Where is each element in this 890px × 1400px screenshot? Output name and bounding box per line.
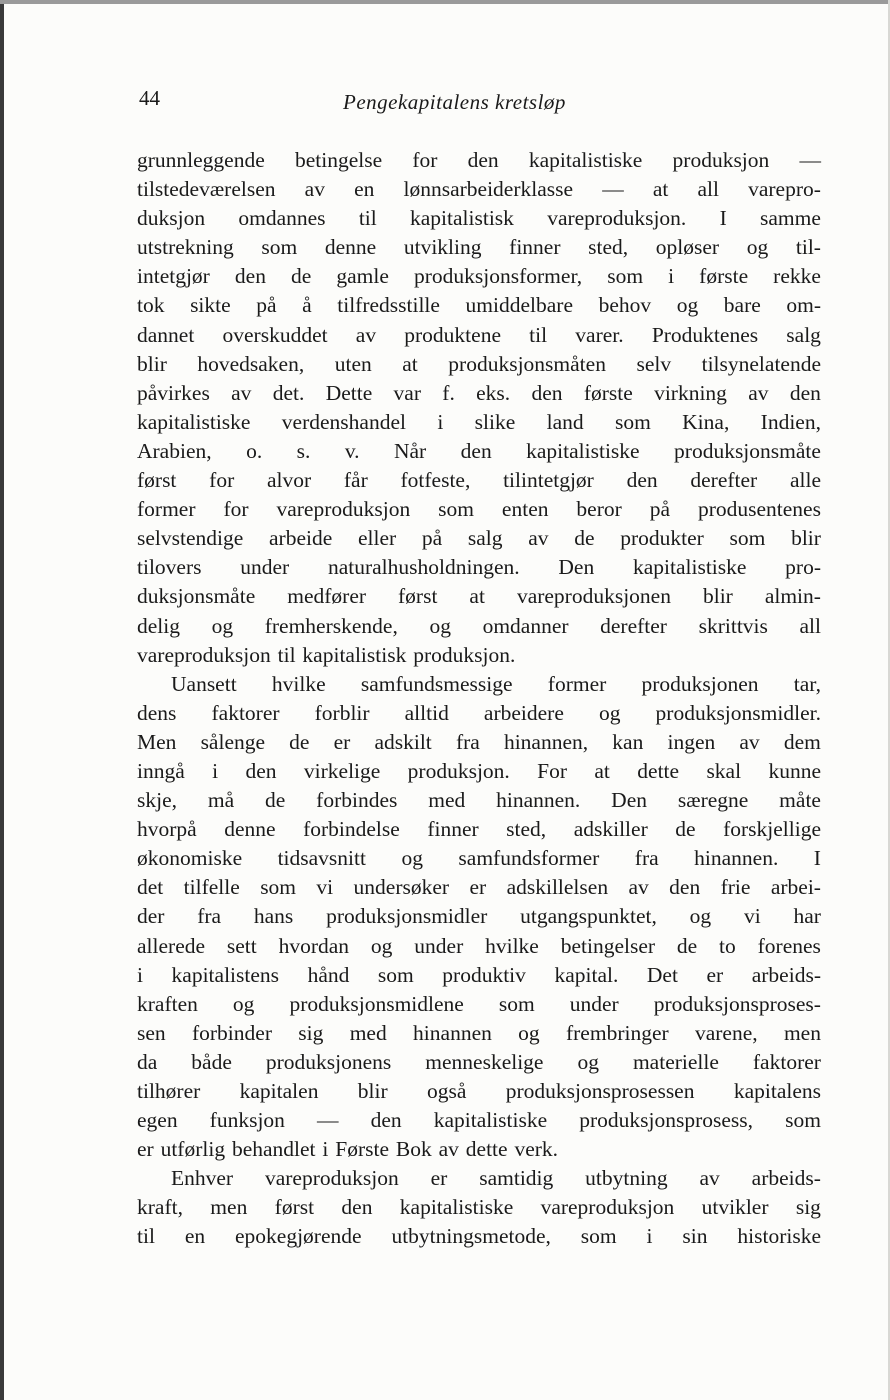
text-line: hvorpå denne forbindelse finner sted, adskiller de forskjellige xyxy=(137,817,821,842)
page-number: 44 xyxy=(139,86,160,110)
text-line: blir hovedsaken, uten at produksjonsmåten selv tilsynelatende xyxy=(137,351,821,376)
text-line: Arabien, o. s. v. Når den kapitalistiske produksjonsmåte xyxy=(137,438,821,463)
paragraph xyxy=(137,146,821,670)
text-line: påvirkes av det. Dette var f. eks. den første virkning av den xyxy=(137,380,821,405)
text-line: kraft, men først den kapitalistiske vareproduksjon utvikler sig xyxy=(137,1195,821,1220)
text-line: tilhører kapitalen blir også produksjonsprosessen kapitalens xyxy=(137,1079,821,1103)
text-line: sen forbinder sig med hinannen og frembringer varene, men xyxy=(137,1020,821,1045)
paragraph xyxy=(137,670,821,1165)
text-line: selvstendige arbeide eller på salg av de produkter som blir xyxy=(137,526,821,551)
text-line: til en epokegjørende utbytningsmetode, som i sin historiske xyxy=(137,1224,821,1249)
text-line: intetgjør den de gamle produksjonsformer, som i første rekke xyxy=(137,264,821,289)
text-line: det tilfelle som vi undersøker er adskillelsen av den frie arbei- xyxy=(137,875,821,900)
text-line: grunnleggende betingelse for den kapitalistiske produksjon — xyxy=(137,148,821,172)
text-line: Enhver vareproduksjon er samtidig utbytning av arbeids- xyxy=(171,1166,821,1191)
text-line: tok sikte på å tilfredsstille umiddelbare behov og bare om- xyxy=(137,293,821,318)
text-line: Uansett hvilke samfundsmessige former produksjonen tar, xyxy=(171,671,821,696)
text-line: utstrekning som denne utvikling finner sted, opløser og til- xyxy=(137,235,821,260)
running-title: Pengekapitalens kretsløp xyxy=(343,90,566,114)
text-line: vareproduksjon til kapitalistisk produksjon. xyxy=(137,642,516,667)
text-line: dannet overskuddet av produktene til varer. Produktenes salg xyxy=(137,322,821,347)
text-line: kapitalistiske verdenshandel i slike land som Kina, Indien, xyxy=(137,409,821,434)
text-line: er utførlig behandlet i Første Bok av dette verk. xyxy=(137,1137,559,1162)
text-line: tilovers under naturalhusholdningen. Den kapitalistiske pro- xyxy=(137,555,821,580)
text-line: økonomiske tidsavsnitt og samfundsformer fra hinannen. I xyxy=(137,846,821,871)
text-line: delig og fremherskende, og omdanner derefter skrittvis all xyxy=(137,613,821,638)
page-edge-left xyxy=(0,0,4,1400)
paragraph xyxy=(137,1164,821,1251)
text-line: da både produksjonens menneskelige og materielle faktorer xyxy=(137,1049,821,1074)
text-line: kraften og produksjonsmidlene som under produksjonsproses- xyxy=(137,991,821,1016)
text-line: duksjon omdannes til kapitalistisk vareproduksjon. I samme xyxy=(137,206,821,231)
text-line: i kapitalistens hånd som produktiv kapital. Det er arbeids- xyxy=(137,962,821,987)
text-line: allerede sett hvordan og under hvilke betingelser de to forenes xyxy=(137,933,821,958)
text-line: der fra hans produksjonsmidler utgangspunktet, og vi har xyxy=(137,904,821,929)
text-line: tilstedeværelsen av en lønnsarbeiderklasse — at all varepro- xyxy=(137,177,821,202)
text-line: Men sålenge de er adskilt fra hinannen, kan ingen av dem xyxy=(137,729,821,754)
text-line: egen funksjon — den kapitalistiske produksjonsprosess, som xyxy=(137,1108,821,1133)
page-edge-top xyxy=(0,0,890,4)
text-line: dens faktorer forblir alltid arbeidere og produksjonsmidler. xyxy=(137,700,821,725)
text-line: duksjonsmåte medfører først at vareproduksjonen blir almin- xyxy=(137,584,821,609)
text-line: skje, må de forbindes med hinannen. Den særegne måte xyxy=(137,788,821,813)
body-text xyxy=(137,146,821,1252)
text-line: inngå i den virkelige produksjon. For at dette skal kunne xyxy=(137,758,821,783)
text-line: former for vareproduksjon som enten beror på produsentenes xyxy=(137,497,821,522)
text-line: først for alvor får fotfeste, tilintetgjør den derefter alle xyxy=(137,468,821,493)
